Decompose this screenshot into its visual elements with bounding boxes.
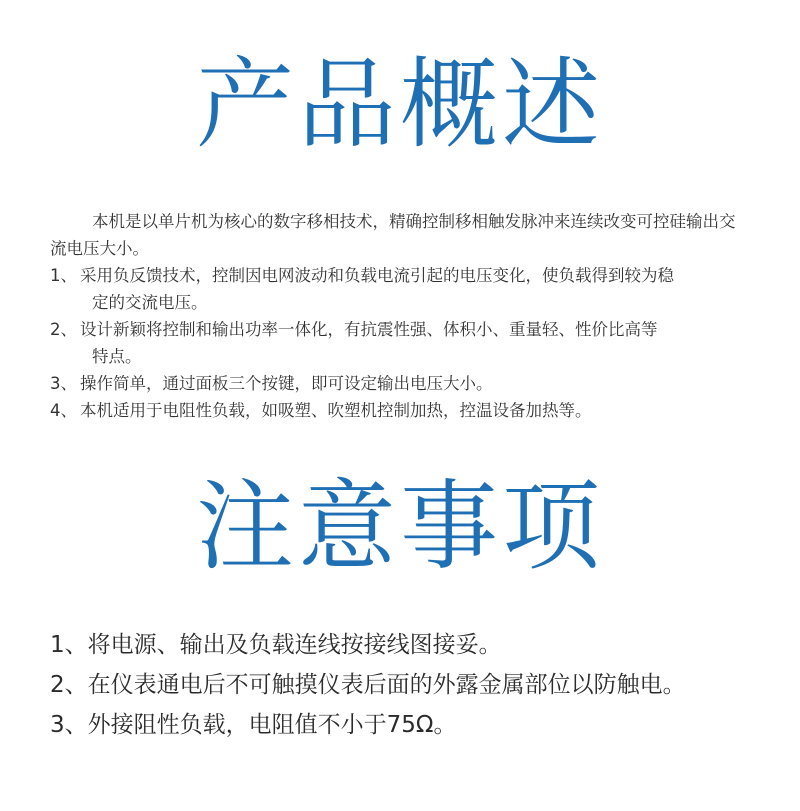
notes-section bbox=[50, 625, 770, 745]
notes-item-3: 3、外接阻性负载，电阻值不小于75Ω。 bbox=[50, 712, 457, 738]
overview-item-4 bbox=[50, 397, 750, 424]
item-number: 3、 bbox=[50, 374, 77, 393]
overview-item-2 bbox=[50, 316, 750, 343]
overview-item-2-cont bbox=[50, 343, 750, 370]
overview-title: 产品概述 bbox=[195, 48, 604, 162]
item-text-line1: 操作简单，通过面板三个按键，即可设定输出电压大小。 bbox=[80, 374, 493, 393]
overview-item-1 bbox=[50, 262, 750, 289]
item-text-line2: 定的交流电压。 bbox=[92, 293, 208, 312]
item-number: 1、 bbox=[50, 266, 77, 285]
overview-section bbox=[50, 208, 750, 424]
notes-title: 注意事项 bbox=[195, 470, 604, 584]
overview-item-3 bbox=[50, 370, 750, 397]
overview-intro: 本机是以单片机为核心的数字移相技术，精确控制移相触发脉冲来连续改变可控硅输出交流电压大小。 bbox=[50, 212, 736, 258]
overview-item-1-cont bbox=[50, 289, 750, 316]
item-text-line1: 设计新颖将控制和输出功率一体化，有抗震性强、体积小、重量轻、性价比高等 bbox=[80, 320, 658, 339]
notes-item-1: 1、将电源、输出及负载连线按接线图接妥。 bbox=[50, 632, 502, 658]
item-text-line1: 采用负反馈技术，控制因电网波动和负载电流引起的电压变化，使负载得到较为稳 bbox=[80, 266, 674, 285]
item-text-line2: 特点。 bbox=[92, 347, 142, 366]
item-text-line1: 本机适用于电阻性负载，如吸塑、吹塑机控制加热，控温设备加热等。 bbox=[80, 401, 592, 420]
item-number: 2、 bbox=[50, 320, 77, 339]
item-number: 4、 bbox=[50, 401, 77, 420]
notes-item-2: 2、在仪表通电后不可触摸仪表后面的外露金属部位以防触电。 bbox=[50, 672, 686, 698]
